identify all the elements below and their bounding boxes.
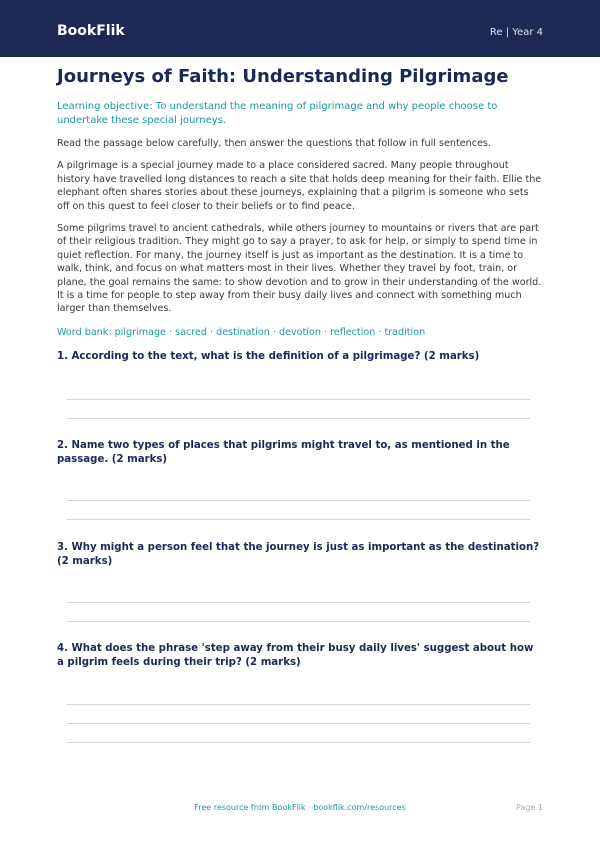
answer-line[interactable] bbox=[67, 418, 530, 419]
brand-logo: BookFlik bbox=[57, 23, 125, 39]
instruction-text: Read the passage below carefully, then answer the questions that follow in full sentences. bbox=[57, 138, 491, 149]
question-3: 3. Why might a person feel that the journey is just as important as the destination? (2 marks) bbox=[57, 542, 540, 567]
question-4: 4. What does the phrase 'step away from their busy daily lives' suggest about how a pilgrim feels during their trip? (2 marks) bbox=[57, 643, 534, 668]
answer-line[interactable] bbox=[67, 621, 530, 622]
footer-credit: Free resource from BookFlik · bookflik.com/resources bbox=[194, 803, 406, 812]
answer-line[interactable] bbox=[67, 519, 530, 520]
answer-line[interactable] bbox=[67, 723, 530, 724]
passage-paragraph: Some pilgrims travel to ancient cathedrals, while others journey to mountains or rivers that are part of their religious tradition. They might go to say a prayer, to ask for help, or simply to spend time in quiet reflection. For many, the journey itself is just as important as the destination. It is a time to walk, think, and focus on what matters most in their lives. Whether they travel by foot, train, or plane, the goal remains the same: to show devotion and to grow in their understanding of the world. It is a time for people to step away from their busy daily lives and connect with something much larger than themselves. bbox=[57, 223, 542, 315]
answer-line[interactable] bbox=[67, 602, 530, 603]
passage-paragraph: A pilgrimage is a special journey made to a place considered sacred. Many people throughout history have travelled long distances to reach a site that holds deep meaning for their faith. Ellie the elephant often shares stories about these journeys, explaining that a pilgrim is someone who sets off on this quest to feel closer to their beliefs or to find peace. bbox=[57, 160, 542, 212]
page-number: Page 1 bbox=[516, 803, 543, 812]
answer-line[interactable] bbox=[67, 704, 530, 705]
learning-objective: Learning objective: To understand the meaning of pilgrimage and why people choose to undertake these special journeys. bbox=[57, 101, 498, 126]
question-2: 2. Name two types of places that pilgrims might travel to, as mentioned in the passage. (2 marks) bbox=[57, 440, 510, 465]
answer-line[interactable] bbox=[67, 399, 530, 400]
answer-line[interactable] bbox=[67, 500, 530, 501]
subject-year-label: Re | Year 4 bbox=[489, 27, 543, 38]
worksheet-body bbox=[57, 66, 543, 339]
page-title: Journeys of Faith: Understanding Pilgrimage bbox=[57, 66, 509, 87]
header-bar bbox=[0, 0, 600, 57]
answer-line[interactable] bbox=[67, 742, 530, 743]
question-1: 1. According to the text, what is the definition of a pilgrimage? (2 marks) bbox=[57, 351, 480, 362]
word-bank: Word bank: pilgrimage · sacred · destination · devotion · reflection · tradition bbox=[57, 326, 426, 338]
